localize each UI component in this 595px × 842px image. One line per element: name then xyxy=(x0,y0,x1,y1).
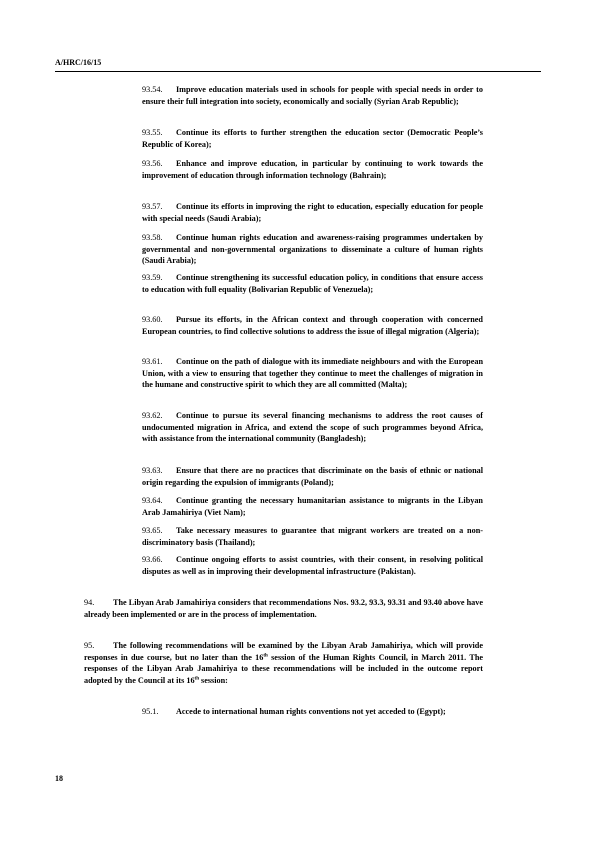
header-divider xyxy=(55,71,541,72)
recommendation-95-1 xyxy=(142,706,483,718)
paragraph-text-part3: session: xyxy=(199,675,228,685)
superscript-ordinal: th xyxy=(263,652,268,658)
recommendation-93-60 xyxy=(142,314,483,337)
recommendation-93-66 xyxy=(142,554,483,577)
recommendation-93-59 xyxy=(142,272,483,295)
recommendation-number: 93.63. xyxy=(142,466,163,475)
recommendation-number: 93.66. xyxy=(142,555,163,564)
recommendation-text: Accede to international human rights conventions not yet acceded to (Egypt); xyxy=(176,707,446,716)
recommendation-93-62 xyxy=(142,410,483,445)
superscript-ordinal: th xyxy=(194,676,199,682)
recommendation-text: Continue human rights education and awareness-raising programmes undertaken by governmental and non-governmental organizations to disseminate a culture of human rights (Saudi Arabia); xyxy=(142,233,483,266)
recommendation-number: 93.60. xyxy=(142,315,163,324)
recommendation-number: 93.57. xyxy=(142,202,163,211)
paragraph-number: 94. xyxy=(84,598,95,607)
recommendation-number: 93.64. xyxy=(142,496,163,505)
recommendation-93-55 xyxy=(142,127,483,150)
page-number: 18 xyxy=(55,774,63,783)
recommendation-93-61 xyxy=(142,356,483,391)
recommendation-number: 93.55. xyxy=(142,128,163,137)
recommendation-number: 93.54. xyxy=(142,85,163,94)
recommendation-text: Pursue its efforts, in the African context and through cooperation with concerned European countries, to find collective solutions to address the issue of illegal migration (Algeria); xyxy=(142,315,483,336)
paragraph-text: The Libyan Arab Jamahiriya considers that recommendations Nos. 93.2, 93.3, 93.31 and 93.40 above have already been implemented or are in the process of implementation. xyxy=(84,598,483,619)
recommendation-text: Continue ongoing efforts to assist countries, with their consent, in resolving political disputes as well as in improving their developmental infrastructure (Pakistan). xyxy=(142,555,483,576)
recommendation-text: Enhance and improve education, in particular by continuing to work towards the improvement of education through information technology (Bahrain); xyxy=(142,159,483,180)
recommendation-number: 93.58. xyxy=(142,233,163,242)
recommendation-text: Continue its efforts in improving the right to education, especially education for people with special needs (Saudi Arabia); xyxy=(142,202,483,223)
paragraph-text-part2: session of the Human Rights Council, in March 2011. The responses of the Libyan Arab Jamahiriya to these recommendations will be included in the outcome report adopted by the Council at its 16 xyxy=(84,652,484,685)
recommendation-93-57 xyxy=(142,201,483,224)
recommendation-93-56 xyxy=(142,158,483,181)
recommendation-number: 93.62. xyxy=(142,411,163,420)
recommendation-number: 93.61. xyxy=(142,357,163,366)
document-symbol: A/HRC/16/15 xyxy=(55,58,102,67)
recommendation-93-65 xyxy=(142,525,483,548)
recommendation-93-58 xyxy=(142,232,483,267)
recommendation-text: Continue granting the necessary humanitarian assistance to migrants in the Libyan Arab Jamahiriya (Viet Nam); xyxy=(142,496,483,517)
recommendation-number: 93.65. xyxy=(142,526,163,535)
recommendation-text: Take necessary measures to guarantee that migrant workers are treated on a non-discriminatory basis (Thailand); xyxy=(142,526,483,547)
recommendation-text: Improve education materials used in schools for people with special needs in order to ensure their full integration into society, economically and socially (Syrian Arab Republic); xyxy=(142,85,483,106)
recommendation-text: Continue its efforts to further strengthen the education sector (Democratic People’s Republic of Korea); xyxy=(142,128,483,149)
recommendation-number: 93.59. xyxy=(142,273,163,282)
recommendation-93-63 xyxy=(142,465,483,488)
recommendation-text: Continue strengthening its successful education policy, in conditions that ensure access to education with full equality (Bolivarian Republic of Venezuela); xyxy=(142,273,483,294)
paragraph-95 xyxy=(84,640,483,686)
recommendation-text: Continue on the path of dialogue with its immediate neighbours and with the European Union, with a view to ensuring that together they continue to meet the challenges of migration in the humane and constructive spirit to which they are all committed (Malta); xyxy=(142,357,483,390)
paragraph-94 xyxy=(84,597,483,620)
recommendation-text: Continue to pursue its several financing mechanisms to address the root causes of undocumented migration in Africa, and extend the scope of such programmes beyond Africa, with assistance from the international community (Bangladesh); xyxy=(142,411,483,444)
recommendation-93-64 xyxy=(142,495,483,518)
recommendation-text: Ensure that there are no practices that discriminate on the basis of ethnic or national origin regarding the expulsion of immigrants (Poland); xyxy=(142,466,483,487)
recommendation-number: 95.1. xyxy=(142,707,159,716)
paragraph-number: 95. xyxy=(84,641,95,650)
paragraph-text-part1: The following recommendations will be examined by the Libyan Arab Jamahiriya, which will provide responses in due course, but no later than the 16 xyxy=(84,641,483,662)
recommendation-93-54 xyxy=(142,84,483,107)
recommendation-number: 93.56. xyxy=(142,159,163,168)
